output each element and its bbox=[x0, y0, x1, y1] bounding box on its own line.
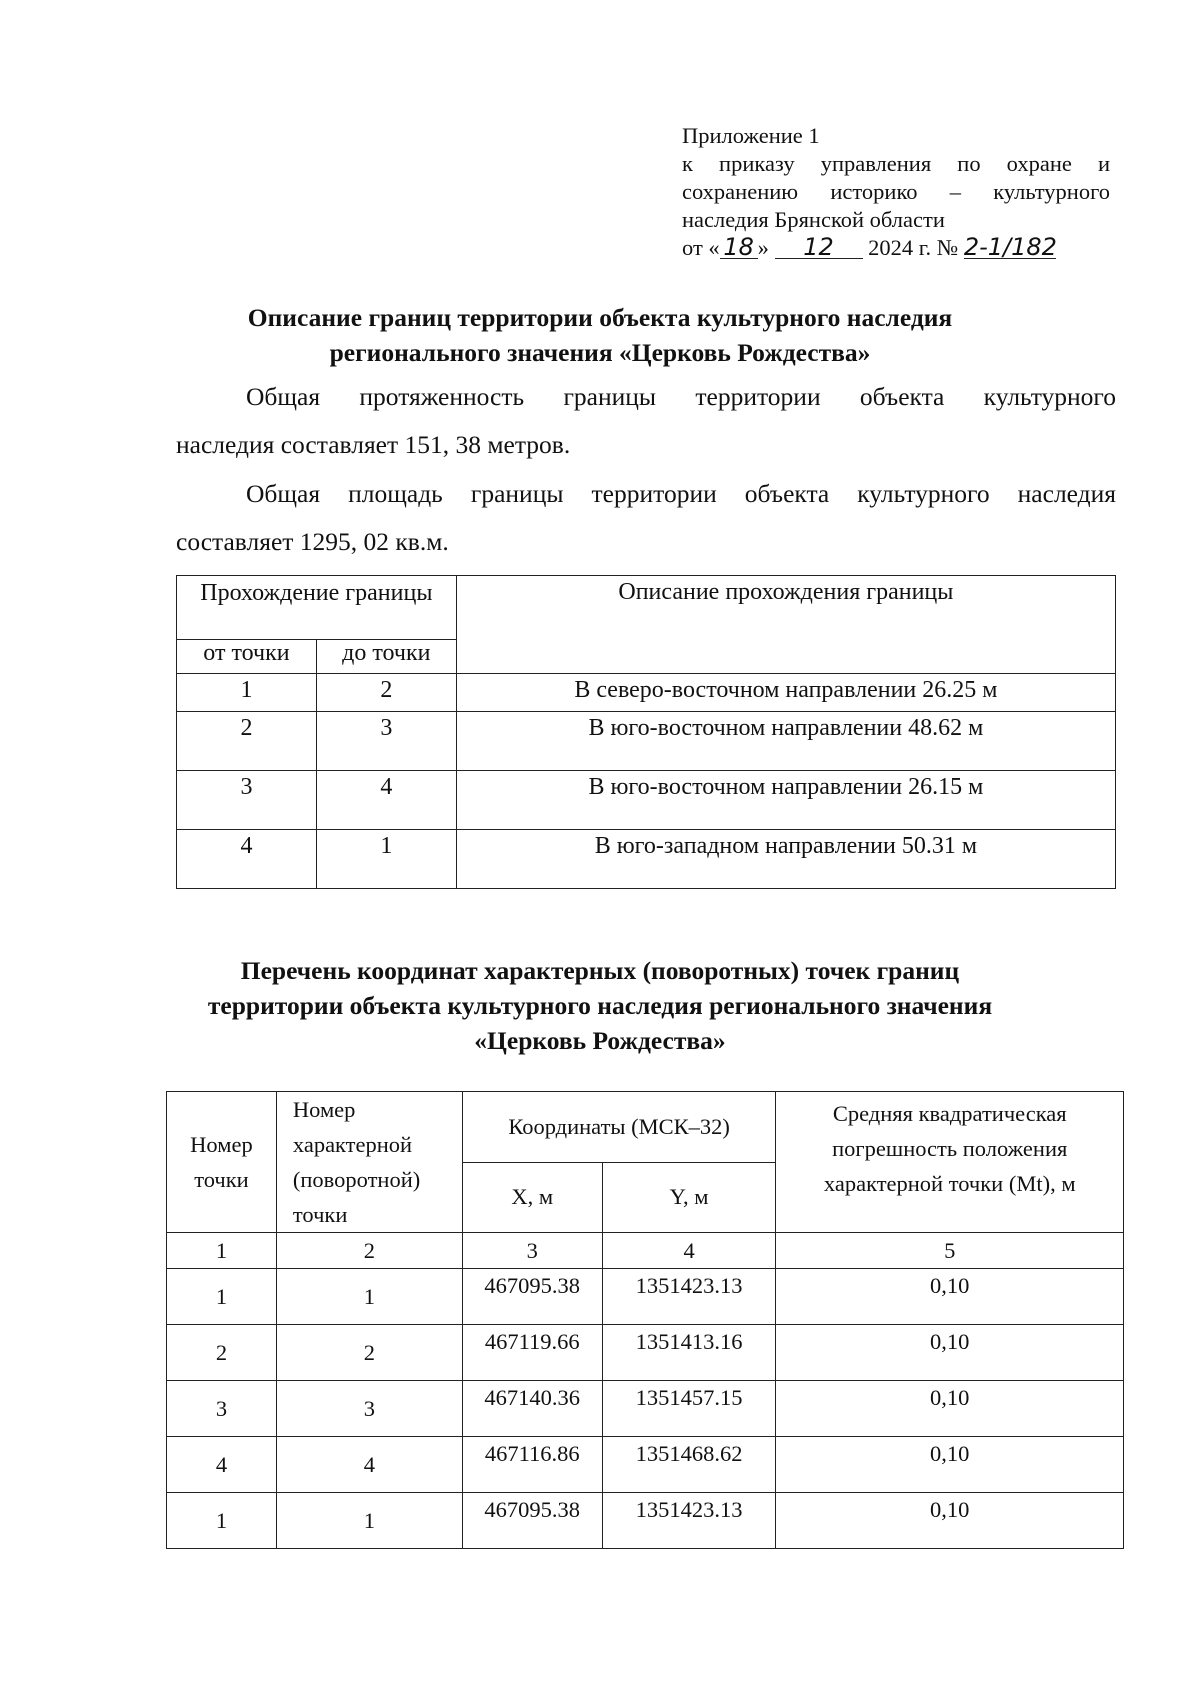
cell-point: 1 bbox=[167, 1269, 277, 1325]
header-mean-square-error: Средняя квадратическая погрешность положения характерной точки (Мt), м bbox=[776, 1092, 1124, 1233]
date-quote: » bbox=[757, 235, 769, 260]
boundary-table bbox=[176, 575, 1116, 889]
header-char-point-number: Номер характерной (поворотной) точки bbox=[276, 1092, 462, 1233]
cell-from: 4 bbox=[177, 830, 317, 889]
cell-char-point: 2 bbox=[276, 1325, 462, 1381]
cell-x: 467095.38 bbox=[462, 1493, 602, 1549]
table-row bbox=[167, 1493, 1124, 1549]
boundary-description-title bbox=[150, 300, 1050, 370]
order-date-line bbox=[682, 234, 1110, 262]
title-line: территории объекта культурного наследия регионального значения bbox=[207, 991, 993, 1020]
handwritten-day: 18 bbox=[720, 236, 758, 259]
date-prefix: от « bbox=[682, 235, 720, 260]
cell-x: 467119.66 bbox=[462, 1325, 602, 1381]
paragraph-rest: наследия составляет 151, 38 метров. bbox=[176, 430, 571, 459]
cell-y: 1351457.15 bbox=[602, 1381, 776, 1437]
table-row bbox=[177, 830, 1116, 889]
cell-description: В северо-восточном направлении 26.25 м bbox=[456, 674, 1115, 712]
header-description: Описание прохождения границы bbox=[456, 576, 1115, 674]
cell-to: 1 bbox=[316, 830, 456, 889]
cell-to: 3 bbox=[316, 712, 456, 771]
coordinates-list-title bbox=[150, 953, 1050, 1058]
cell-point: 3 bbox=[167, 1381, 277, 1437]
header-x: X, м bbox=[462, 1162, 602, 1233]
cell-from: 1 bbox=[177, 674, 317, 712]
title-line: Описание границ территории объекта культурного наследия bbox=[247, 303, 953, 332]
header-coordinates: Координаты (МСК–32) bbox=[462, 1092, 776, 1163]
header-y: Y, м bbox=[602, 1162, 776, 1233]
title-line: «Церковь Рождества» bbox=[474, 1026, 726, 1055]
cell-y: 1351413.16 bbox=[602, 1325, 776, 1381]
cell-y: 1351423.13 bbox=[602, 1269, 776, 1325]
cell-char-point: 4 bbox=[276, 1437, 462, 1493]
cell-to: 2 bbox=[316, 674, 456, 712]
handwritten-month: 12 bbox=[775, 236, 863, 259]
header-passage: Прохождение границы bbox=[177, 576, 457, 640]
title-line: регионального значения «Церковь Рождества» bbox=[329, 338, 871, 367]
cell-error: 0,10 bbox=[776, 1325, 1124, 1381]
cell-description: В юго-западном направлении 50.31 м bbox=[456, 830, 1115, 889]
handwritten-order-number: 2-1/182 bbox=[963, 233, 1057, 261]
table-row bbox=[167, 1437, 1124, 1493]
column-numbers-row bbox=[167, 1233, 1124, 1269]
header-point-number: Номер точки bbox=[167, 1092, 277, 1233]
table-header-row bbox=[177, 576, 1116, 640]
table-row bbox=[167, 1269, 1124, 1325]
appendix-block bbox=[682, 122, 1110, 262]
column-number: 3 bbox=[462, 1233, 602, 1269]
cell-point: 2 bbox=[167, 1325, 277, 1381]
header-from: от точки bbox=[177, 640, 317, 674]
cell-char-point: 1 bbox=[276, 1493, 462, 1549]
coordinates-table bbox=[166, 1091, 1124, 1549]
column-number: 1 bbox=[167, 1233, 277, 1269]
table-row bbox=[167, 1325, 1124, 1381]
cell-description: В юго-восточном направлении 48.62 м bbox=[456, 712, 1115, 771]
appendix-line: сохранению историко – культурного bbox=[682, 179, 1110, 204]
header-to: до точки bbox=[316, 640, 456, 674]
cell-x: 467116.86 bbox=[462, 1437, 602, 1493]
total-area-paragraph bbox=[176, 470, 1116, 566]
cell-char-point: 3 bbox=[276, 1381, 462, 1437]
cell-x: 467140.36 bbox=[462, 1381, 602, 1437]
cell-char-point: 1 bbox=[276, 1269, 462, 1325]
paragraph-rest: составляет 1295, 02 кв.м. bbox=[176, 527, 449, 556]
date-year: 2024 г. № bbox=[868, 235, 959, 260]
column-number: 5 bbox=[776, 1233, 1124, 1269]
table-row bbox=[177, 674, 1116, 712]
column-number: 4 bbox=[602, 1233, 776, 1269]
cell-point: 4 bbox=[167, 1437, 277, 1493]
cell-y: 1351468.62 bbox=[602, 1437, 776, 1493]
appendix-line: наследия Брянской области bbox=[682, 207, 945, 232]
appendix-line: к приказу управления по охране и bbox=[682, 151, 1110, 176]
cell-to: 4 bbox=[316, 771, 456, 830]
cell-x: 467095.38 bbox=[462, 1269, 602, 1325]
table-row bbox=[177, 712, 1116, 771]
cell-y: 1351423.13 bbox=[602, 1493, 776, 1549]
table-row bbox=[177, 771, 1116, 830]
cell-error: 0,10 bbox=[776, 1437, 1124, 1493]
cell-error: 0,10 bbox=[776, 1493, 1124, 1549]
table-header-row bbox=[167, 1092, 1124, 1163]
cell-description: В юго-восточном направлении 26.15 м bbox=[456, 771, 1115, 830]
cell-error: 0,10 bbox=[776, 1381, 1124, 1437]
cell-point: 1 bbox=[167, 1493, 277, 1549]
appendix-title: Приложение 1 bbox=[682, 123, 820, 148]
cell-error: 0,10 bbox=[776, 1269, 1124, 1325]
title-line: Перечень координат характерных (поворотных) точек границ bbox=[240, 956, 960, 985]
column-number: 2 bbox=[276, 1233, 462, 1269]
cell-from: 2 bbox=[177, 712, 317, 771]
cell-from: 3 bbox=[177, 771, 317, 830]
total-length-paragraph bbox=[176, 373, 1116, 469]
table-row bbox=[167, 1381, 1124, 1437]
paragraph-first-line: Общая протяженность границы территории объекта культурного bbox=[246, 382, 1116, 411]
paragraph-first-line: Общая площадь границы территории объекта культурного наследия bbox=[246, 479, 1116, 508]
